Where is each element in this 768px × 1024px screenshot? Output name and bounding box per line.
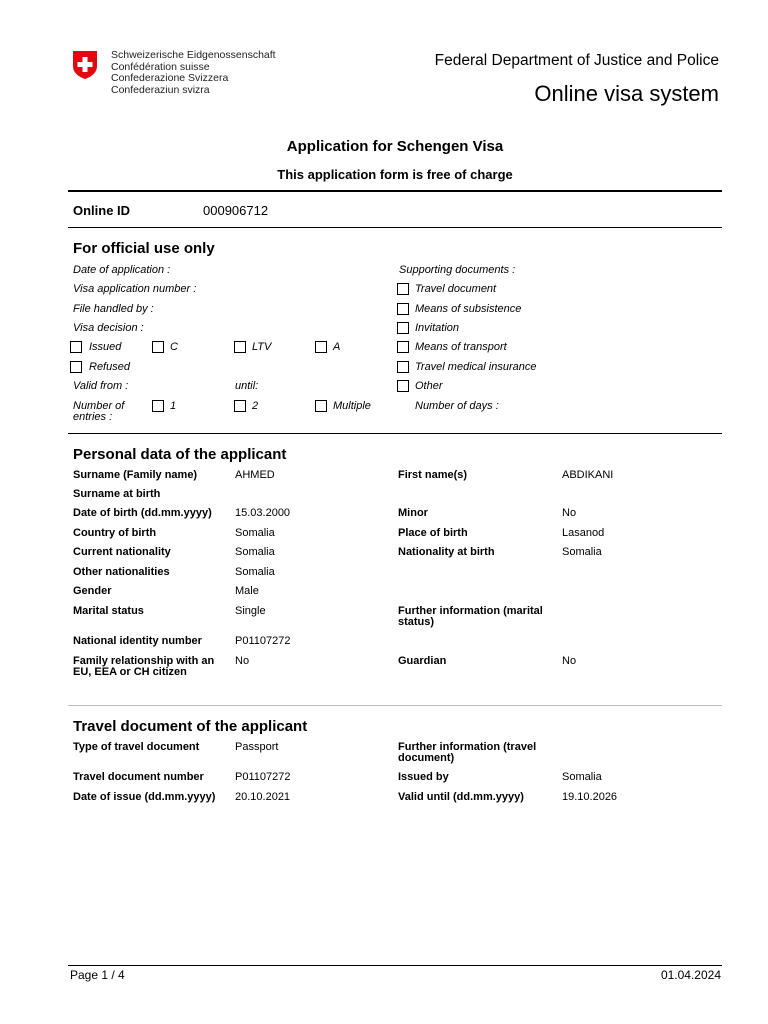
number-of-days-label: Number of days : bbox=[415, 400, 499, 412]
other-label: Other bbox=[415, 380, 443, 392]
entries-2-checkbox[interactable] bbox=[234, 400, 246, 412]
country-of-birth-value: Somalia bbox=[235, 527, 275, 539]
valid-until-label: Valid until (dd.mm.yyyy) bbox=[398, 791, 524, 803]
confederation-wordmark bbox=[111, 50, 276, 96]
country-of-birth-label: Country of birth bbox=[73, 527, 157, 539]
first-name-label: First name(s) bbox=[398, 469, 468, 481]
entries-multiple-checkbox[interactable] bbox=[315, 400, 327, 412]
a-label: A bbox=[333, 341, 341, 353]
first-name-value: ABDIKANI bbox=[562, 469, 614, 481]
valid-from-label: Valid from : bbox=[73, 380, 129, 392]
date-of-birth-value: 15.03.2000 bbox=[235, 507, 291, 519]
divider bbox=[68, 705, 722, 706]
system-name: Online visa system bbox=[534, 81, 719, 106]
issued-label: Issued bbox=[89, 341, 122, 353]
other-nationalities-value: Somalia bbox=[235, 566, 275, 578]
marital-status-value: Single bbox=[235, 605, 266, 617]
confederation-line-fr: Confédération suisse bbox=[111, 60, 210, 73]
swiss-shield-icon bbox=[72, 50, 98, 80]
travel-document-label: Travel document bbox=[415, 283, 497, 295]
online-id-label: Online ID bbox=[73, 203, 131, 218]
c-label: C bbox=[170, 341, 178, 353]
family-relationship-label: Family relationship with an EU, EEA or CH citizen bbox=[73, 655, 215, 678]
section-heading-official: For official use only bbox=[73, 240, 215, 257]
means-of-transport-label: Means of transport bbox=[415, 341, 507, 353]
supporting-documents-label: Supporting documents : bbox=[399, 264, 516, 276]
guardian-value: No bbox=[562, 655, 577, 667]
surname-at-birth-label: Surname at birth bbox=[73, 488, 161, 500]
footer-date: 01.04.2024 bbox=[660, 968, 721, 982]
section-heading-travel: Travel document of the applicant bbox=[73, 718, 308, 735]
national-identity-number-label: National identity number bbox=[73, 635, 202, 647]
marital-status-label: Marital status bbox=[73, 605, 144, 617]
minor-label: Minor bbox=[398, 507, 428, 519]
footer-divider bbox=[68, 965, 722, 966]
valid-until-value: 19.10.2026 bbox=[562, 791, 618, 803]
invitation-label: Invitation bbox=[415, 322, 460, 334]
issued-checkbox[interactable] bbox=[70, 341, 82, 353]
further-info-marital-label: Further information (marital status) bbox=[398, 605, 543, 628]
issued-by-label: Issued by bbox=[398, 771, 449, 783]
date-of-application-label: Date of application : bbox=[73, 264, 171, 276]
confederation-line-it: Confederazione Svizzera bbox=[111, 72, 229, 85]
date-of-issue-value: 20.10.2021 bbox=[235, 791, 291, 803]
c-checkbox[interactable] bbox=[152, 341, 164, 353]
number-of-entries-label: Number of entries : bbox=[73, 400, 125, 423]
means-of-transport-checkbox[interactable] bbox=[397, 341, 409, 353]
date-of-issue-label: Date of issue (dd.mm.yyyy) bbox=[73, 791, 216, 803]
travel-document-type-value: Passport bbox=[235, 741, 279, 753]
surname-label: Surname (Family name) bbox=[73, 469, 198, 481]
page-subtitle: This application form is free of charge bbox=[277, 167, 513, 182]
invitation-checkbox[interactable] bbox=[397, 322, 409, 334]
ltv-checkbox[interactable] bbox=[234, 341, 246, 353]
entries-1-checkbox[interactable] bbox=[152, 400, 164, 412]
issued-by-value: Somalia bbox=[562, 771, 602, 783]
nationality-at-birth-label: Nationality at birth bbox=[398, 546, 495, 558]
section-heading-personal: Personal data of the applicant bbox=[73, 446, 287, 463]
travel-document-number-label: Travel document number bbox=[73, 771, 204, 783]
date-of-birth-label: Date of birth (dd.mm.yyyy) bbox=[73, 507, 212, 519]
place-of-birth-value: Lasanod bbox=[562, 527, 605, 539]
refused-label: Refused bbox=[89, 361, 130, 373]
family-relationship-value: No bbox=[235, 655, 250, 667]
entries-multiple-label: Multiple bbox=[333, 400, 371, 412]
page-title: Application for Schengen Visa bbox=[286, 138, 504, 155]
visa-application-number-label: Visa application number : bbox=[73, 283, 197, 295]
nationality-at-birth-value: Somalia bbox=[562, 546, 602, 558]
confederation-line-de: Schweizerische Eidgenossenschaft bbox=[111, 49, 276, 61]
travel-document-number-value: P01107272 bbox=[235, 771, 291, 783]
place-of-birth-label: Place of birth bbox=[398, 527, 468, 539]
gender-label: Gender bbox=[73, 585, 112, 597]
entries-2-label: 2 bbox=[252, 400, 259, 412]
travel-medical-insurance-checkbox[interactable] bbox=[397, 361, 409, 373]
current-nationality-label: Current nationality bbox=[73, 546, 171, 558]
travel-document-type-label: Type of travel document bbox=[73, 741, 200, 753]
refused-checkbox[interactable] bbox=[70, 361, 82, 373]
until-label: until: bbox=[235, 380, 259, 392]
a-checkbox[interactable] bbox=[315, 341, 327, 353]
divider bbox=[68, 433, 722, 434]
minor-value: No bbox=[562, 507, 577, 519]
divider bbox=[68, 227, 722, 228]
guardian-label: Guardian bbox=[398, 655, 447, 667]
department-name: Federal Department of Justice and Police bbox=[434, 52, 719, 69]
ltv-label: LTV bbox=[252, 341, 272, 353]
gender-value: Male bbox=[235, 585, 259, 597]
other-checkbox[interactable] bbox=[397, 380, 409, 392]
page-number: Page 1 / 4 bbox=[70, 968, 125, 982]
national-identity-number-value: P01107272 bbox=[235, 635, 291, 647]
visa-decision-label: Visa decision : bbox=[73, 322, 144, 334]
entries-1-label: 1 bbox=[170, 400, 177, 412]
online-id-value: 000906712 bbox=[203, 203, 269, 218]
means-of-subsistence-label: Means of subsistence bbox=[415, 303, 522, 315]
further-info-travel-label: Further information (travel document) bbox=[398, 741, 537, 764]
travel-document-checkbox[interactable] bbox=[397, 283, 409, 295]
means-of-subsistence-checkbox[interactable] bbox=[397, 303, 409, 315]
file-handled-by-label: File handled by : bbox=[73, 303, 154, 315]
confederation-line-rm: Confederaziun svizra bbox=[111, 83, 210, 96]
divider bbox=[68, 190, 722, 192]
current-nationality-value: Somalia bbox=[235, 546, 275, 558]
other-nationalities-label: Other nationalities bbox=[73, 566, 170, 578]
travel-medical-insurance-label: Travel medical insurance bbox=[415, 361, 537, 373]
surname-value: AHMED bbox=[235, 469, 275, 481]
